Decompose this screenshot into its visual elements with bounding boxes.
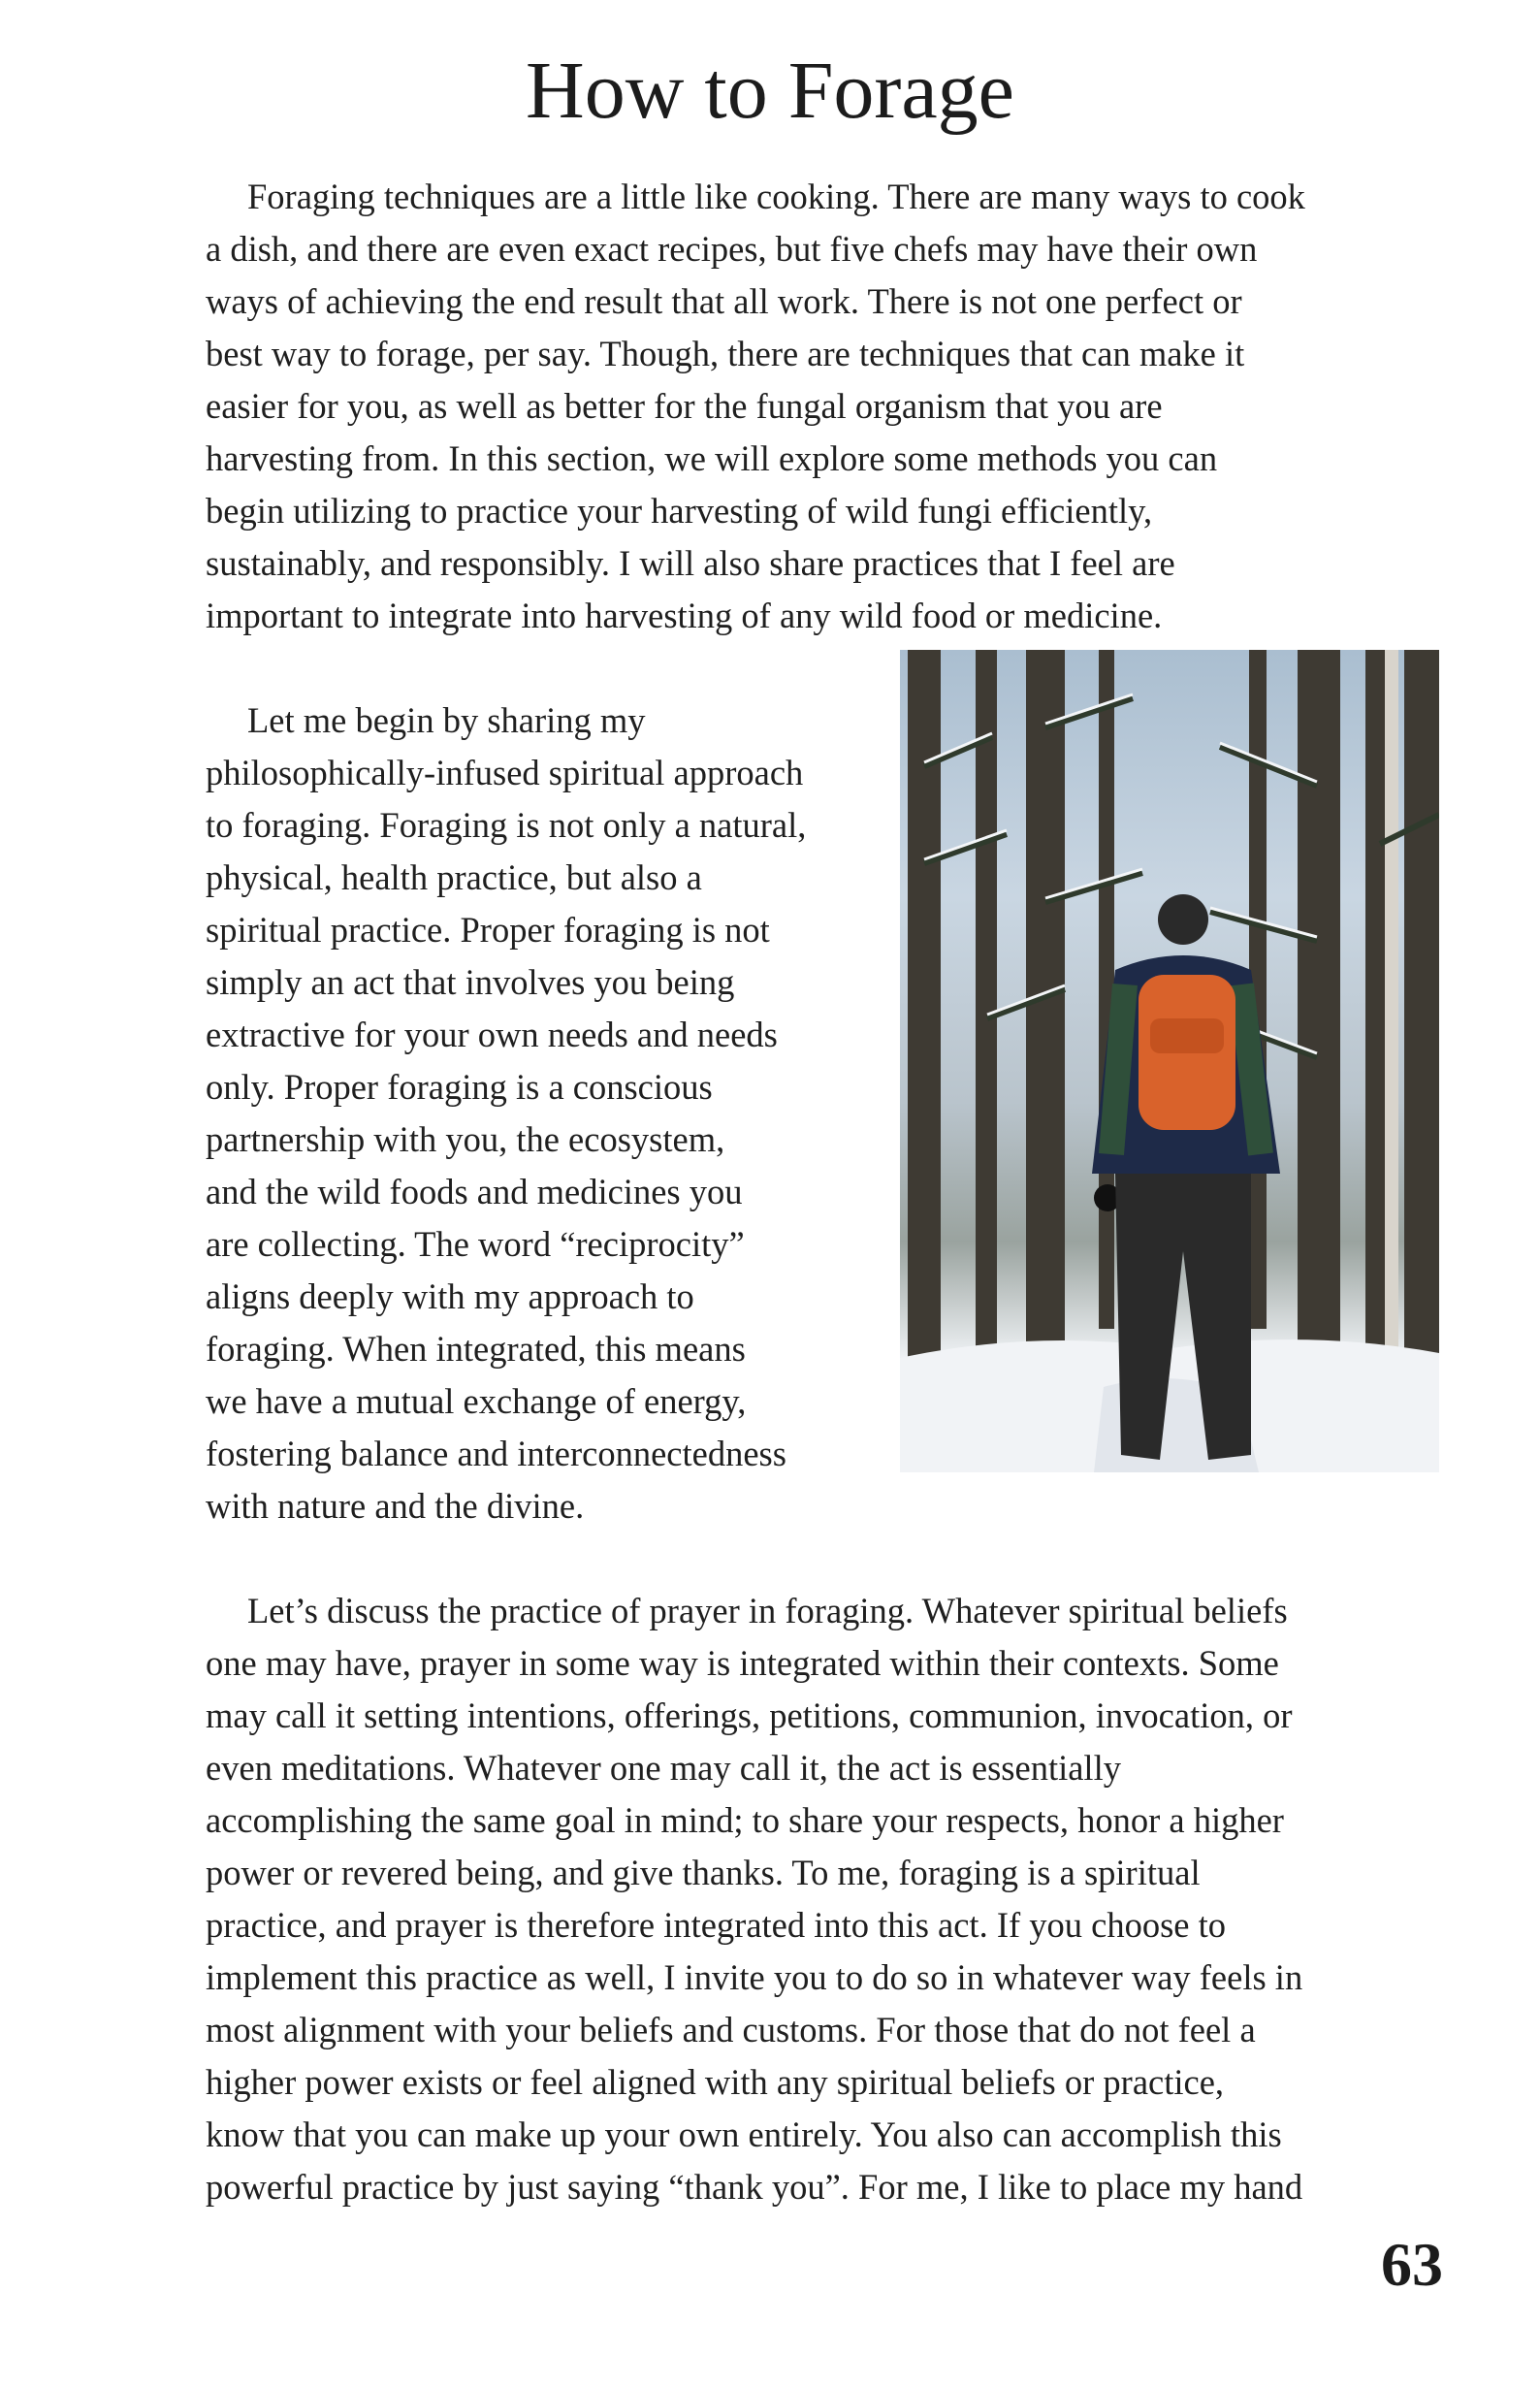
text-line: fostering balance and interconnectedness [206, 1434, 786, 1473]
text-line: simply an act that involves you being [206, 962, 735, 1002]
text-line: Foraging techniques are a little like cooking. There are many ways to cook [247, 177, 1305, 216]
forest-hiker-photo [900, 650, 1439, 1472]
paragraph-intro [206, 171, 1305, 642]
text-line: Let me begin by sharing my [247, 700, 646, 740]
text-line: extractive for your own needs and needs [206, 1015, 778, 1054]
text-line: Let’s discuss the practice of prayer in foraging. Whatever spiritual beliefs [247, 1591, 1288, 1630]
photo-illustration [900, 650, 1439, 1472]
text-line: higher power exists or feel aligned with any spiritual beliefs or practice, [206, 2062, 1225, 2102]
text-line: practice, and prayer is therefore integrated into this act. If you choose to [206, 1905, 1226, 1945]
text-line: best way to forage, per say. Though, there are techniques that can make it [206, 334, 1245, 373]
text-line: sustainably, and responsibly. I will also share practices that I feel are [206, 543, 1175, 583]
paragraph-philosophy [206, 694, 806, 1533]
text-line: important to integrate into harvesting of any wild food or medicine. [206, 596, 1163, 635]
text-line: we have a mutual exchange of energy, [206, 1381, 747, 1421]
text-line: with nature and the divine. [206, 1486, 585, 1526]
text-line: spiritual practice. Proper foraging is not [206, 910, 770, 950]
text-line: power or revered being, and give thanks. To me, foraging is a spiritual [206, 1853, 1201, 1892]
text-line: partnership with you, the ecosystem, [206, 1119, 725, 1159]
page-title: How to Forage [526, 46, 1014, 136]
text-line: aligns deeply with my approach to [206, 1276, 694, 1316]
text-line: even meditations. Whatever one may call it, the act is essentially [206, 1748, 1121, 1788]
hiker-hat [1158, 894, 1208, 945]
text-line: only. Proper foraging is a conscious [206, 1067, 713, 1107]
text-line: to foraging. Foraging is not only a natural, [206, 805, 807, 845]
page-number: 63 [1381, 2230, 1443, 2299]
text-line: most alignment with your beliefs and customs. For those that do not feel a [206, 2010, 1256, 2049]
text-line: physical, health practice, but also a [206, 857, 702, 897]
text-line: harvesting from. In this section, we will explore some methods you can [206, 438, 1218, 478]
text-line: foraging. When integrated, this means [206, 1329, 746, 1369]
text-line: are collecting. The word “reciprocity” [206, 1224, 745, 1264]
text-line: a dish, and there are even exact recipes, but five chefs may have their own [206, 229, 1258, 269]
text-line: easier for you, as well as better for the fungal organism that you are [206, 386, 1163, 426]
text-line: know that you can make up your own entirely. You also can accomplish this [206, 2114, 1282, 2154]
text-line: one may have, prayer in some way is integrated within their contexts. Some [206, 1643, 1279, 1683]
text-line: philosophically-infused spiritual approach [206, 753, 804, 792]
text-line: may call it setting intentions, offerings, petitions, communion, invocation, or [206, 1695, 1293, 1735]
text-line: and the wild foods and medicines you [206, 1172, 743, 1211]
paragraph-prayer [206, 1585, 1302, 2213]
text-line: implement this practice as well, I invite you to do so in whatever way feels in [206, 1957, 1303, 1997]
birch-trunk [1385, 650, 1398, 1387]
text-line: begin utilizing to practice your harvesting of wild fungi efficiently, [206, 491, 1153, 531]
text-line: ways of achieving the end result that all work. There is not one perfect or [206, 281, 1242, 321]
text-line: accomplishing the same goal in mind; to share your respects, honor a higher [206, 1800, 1284, 1840]
text-line: powerful practice by just saying “thank you”. For me, I like to place my hand [206, 2167, 1303, 2207]
